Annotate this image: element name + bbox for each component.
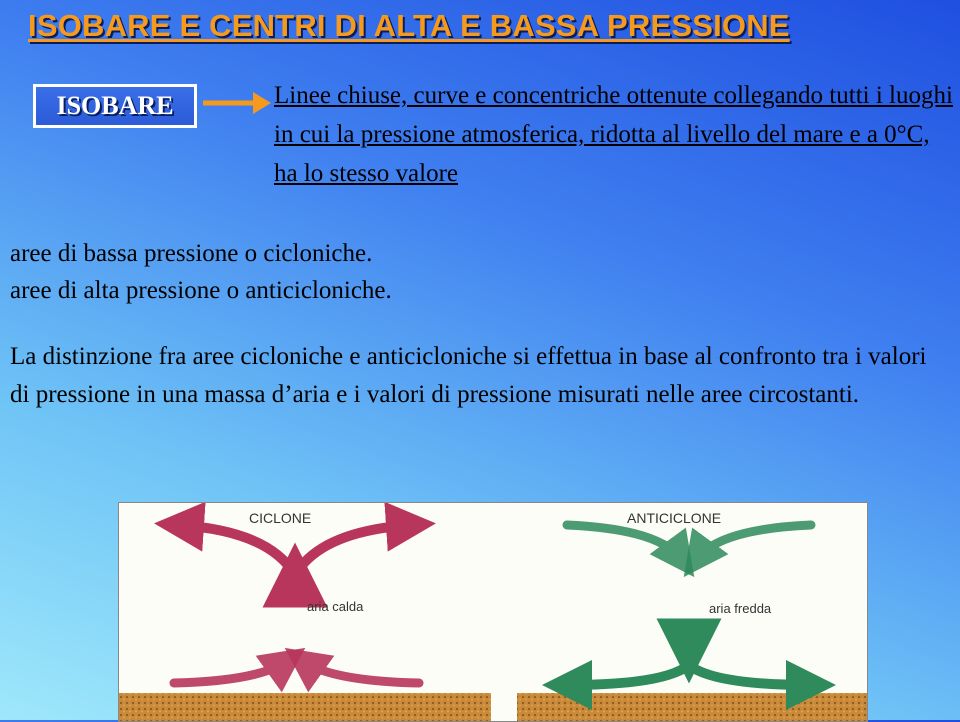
ground-left xyxy=(119,693,491,721)
right-arrow-icon xyxy=(203,88,273,118)
anticyclone-top-left-arrow xyxy=(567,525,681,559)
cyclone-label: CICLONE xyxy=(249,510,312,526)
distinction-paragraph: La distinzione fra aree cicloniche e anticicloniche si effettua in base al confronto tra i valori di pressione in una massa d’aria e i valori di pressione misurati nelle aree circostanti. xyxy=(10,343,927,408)
anticyclone-arrows xyxy=(567,525,811,685)
cold-air-label: aria fredda xyxy=(709,601,772,616)
cyclone-bottom-left-arrow xyxy=(174,661,287,683)
isobare-label-box xyxy=(33,84,197,128)
cyclone-top-right-arrow xyxy=(295,525,411,575)
cyclone-top-left-arrow xyxy=(179,525,295,575)
anticyclone-label: ANTICICLONE xyxy=(627,510,722,526)
slide-title: ISOBARE E CENTRI DI ALTA E BASSA PRESSIONE xyxy=(28,8,790,43)
warm-air-label: aria calda xyxy=(307,599,364,614)
anticyclone-bottom-right-arrow xyxy=(689,665,811,685)
ground-right xyxy=(517,693,867,721)
cyclone-arrows xyxy=(174,525,419,683)
high-pressure-line: aree di alta pressione o anticicloniche. xyxy=(10,277,392,304)
anticyclone-top-right-arrow xyxy=(697,525,811,559)
anticyclone-bottom-left-arrow xyxy=(567,665,689,685)
low-pressure-line: aree di bassa pressione o cicloniche. xyxy=(10,240,373,267)
isobare-definition: Linee chiuse, curve e concentriche ottenute collegando tutti i luoghi in cui la pressione atmosferica, ridotta al livello del mare e a 0°C, ha lo stesso valore xyxy=(274,82,953,187)
cyclone-anticyclone-diagram xyxy=(118,502,868,722)
cyclone-bottom-right-arrow xyxy=(303,661,419,683)
isobare-label: ISOBARE xyxy=(56,91,174,120)
